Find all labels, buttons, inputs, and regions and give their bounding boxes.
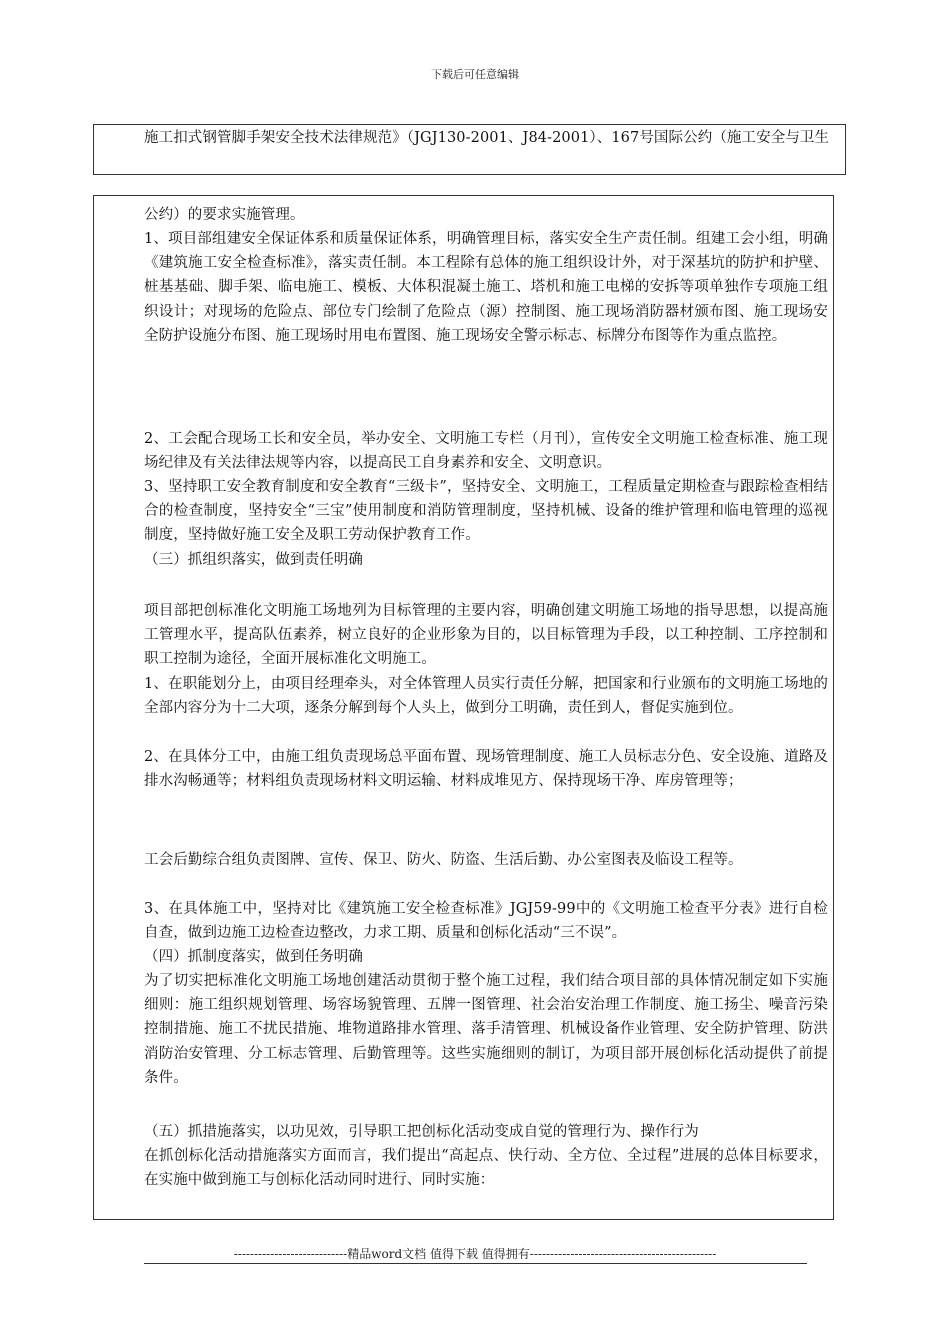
- section-heading-5: （五）抓措施落实，以功见效，引导职工把创标化活动变成自觉的管理行为、操作行为: [144, 1124, 699, 1140]
- text-frame-top: [93, 124, 846, 175]
- paragraph-14: 在抓创标化活动措施落实方面而言，我们提出“高起点、快行动、全方位、全过程”进展的总体目标要求，在实施中做到施工与创标化活动同时进行、同时实施：: [144, 1148, 828, 1189]
- header-note: 下载后可任意编辑: [431, 68, 519, 81]
- footer-note: ----------------------------精品word文档 值得下载 值得拥有----------------------------------------------: [233, 1247, 717, 1261]
- paragraph-top: 施工扣式钢管脚手架安全技术法律规范》（JGJ130-2001、J84-2001）、167号国际公约（施工安全与卫生: [144, 130, 830, 146]
- paragraph-12: 为了切实把标准化文明施工场地创建活动贯彻于整个施工过程，我们结合项目部的具体情况制定如下实施细则：施工组织规划管理、场容场貌管理、五牌一图管理、社会治安治理工作制度、施工扬尘、噪音污染控制措施、施工不扰民措施、堆物道路排水管理、落手清管理、机械设备作业管理、安全防护管理、防洪消防治安管理、分工标志管理、后勤管理等。这些实施细则的制订，为项目部开展创标化活动提供了前提条件。: [144, 973, 828, 1086]
- paragraph-9: 工会后勤综合组负责图牌、宣传、保卫、防火、防盗、生活后勤、办公室图表及临设工程等。: [144, 852, 743, 868]
- section-heading-3: （三）抓组织落实，做到责任明确: [144, 552, 363, 568]
- paragraph-2: 1、项目部组建安全保证体系和质量保证体系，明确管理目标，落实安全生产责任制。组建工会小组，明确《建筑施工安全检查标准》，落实责任制。本工程除有总体的施工组织设计外，对于深基坑的防护和护壁、桩基基础、脚手架、临电施工、模板、大体积混凝土施工、塔机和施工电梯的安拆等项单独作专项施工组织设计；对现场的危险点、部位专门绘制了危险点（源）控制图、施工现场消防器材颁布图、施工现场安全防护设施分布图、施工现场时用电布置图、施工现场安全警示标志、标牌分布图等作为重点监控。: [144, 231, 828, 344]
- text-frame-main: [93, 195, 834, 1220]
- section-heading-4: （四）抓制度落实，做到任务明确: [144, 949, 363, 965]
- paragraph-1: 公约）的要求实施管理。: [144, 207, 305, 223]
- paragraph-10: 3、在具体施工中，坚持对比《建筑施工安全检查标准》JGJ59-99中的《文明施工检查平分表》进行自检自查，做到边施工边检查边整改，力求工期、质量和创标化活动“三不误”。: [144, 901, 828, 942]
- paragraph-4: 3、坚持职工安全教育制度和安全教育“三级卡”，坚持安全、文明施工，工程质量定期检查与跟踪检查相结合的检查制度，坚持安全“三宝”使用制度和消防管理制度，坚持机械、设备的维护管理和临电管理的巡视制度，坚持做好施工安全及职工劳动保护教育工作。: [144, 479, 828, 544]
- footer-divider: [144, 1263, 807, 1264]
- paragraph-8: 2、在具体分工中，由施工组负责现场总平面布置、现场管理制度、施工人员标志分色、安全设施、道路及排水沟畅通等；材料组负责现场材料文明运输、材料成堆见方、保持现场干净、库房管理等；: [144, 749, 828, 790]
- paragraph-6: 项目部把创标准化文明施工场地列为目标管理的主要内容，明确创建文明施工场地的指导思想，以提高施工管理水平，提高队伍素养，树立良好的企业形象为目的，以目标管理为手段，以工种控制、工序控制和职工控制为途径，全面开展标准化文明施工。: [144, 603, 828, 668]
- paragraph-3: 2、工会配合现场工长和安全员，举办安全、文明施工专栏（月刊），宣传安全文明施工检查标准、施工现场纪律及有关法律法规等内容，以提高民工自身素养和安全、文明意识。: [144, 431, 828, 472]
- paragraph-7: 1、在职能划分上，由项目经理牵头，对全体管理人员实行责任分解，把国家和行业颁布的文明施工场地的全部内容分为十二大项，逐条分解到每个人头上，做到分工明确，责任到人，督促实施到位。: [144, 676, 828, 717]
